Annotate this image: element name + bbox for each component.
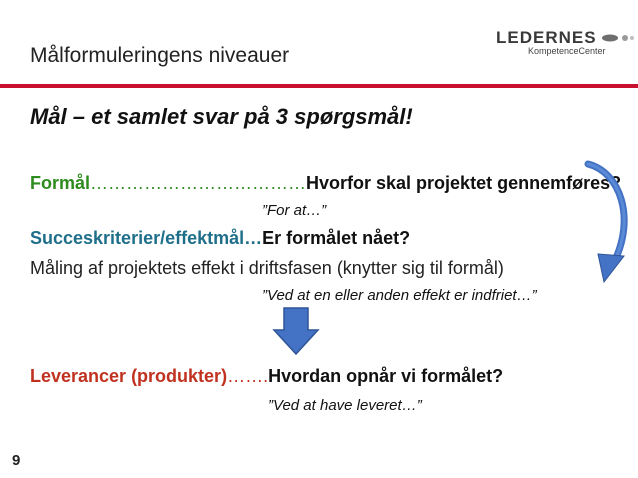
formaal-row [30,173,621,194]
succes-measure: Måling af projektets effekt i driftsfasen (knytter sig til formål) [30,258,504,278]
title-divider [0,84,638,88]
formaal-note: ”For at…” [262,202,327,219]
succes-note: ”Ved at en eller anden effekt er indfriet…” [262,287,537,304]
curved-arrow-icon [580,158,638,290]
leverancer-note: ”Ved at have leveret…” [268,397,422,414]
logo-sub: KompetenceCenter [528,46,606,56]
ledernes-logo [496,28,635,56]
slide-subtitle: Mål – et samlet svar på 3 spørgsmål! [30,104,413,129]
leverancer-row [30,366,503,387]
formaal-dots: ……………………………… [90,173,307,193]
logo-name: LEDERNES [496,28,597,47]
formaal-label: Formål [30,173,91,193]
succes-label: Succeskriterier/effektmål [30,228,245,248]
formaal-question: Hvorfor skal projektet gennemføres? [306,173,622,193]
logo-dots-icon [601,32,635,44]
page-number: 9 [12,452,21,469]
leverancer-label: Leverancer (produkter) [30,366,228,386]
succes-question: Er formålet nået? [262,228,411,248]
succes-row [30,228,410,249]
leverancer-dots: ……. [227,366,269,386]
down-arrow-icon [272,306,320,356]
leverancer-question: Hvordan opnår vi formålet? [268,366,504,386]
slide-title: Målformuleringens niveauer [30,44,290,67]
succes-dots: … [244,228,263,248]
